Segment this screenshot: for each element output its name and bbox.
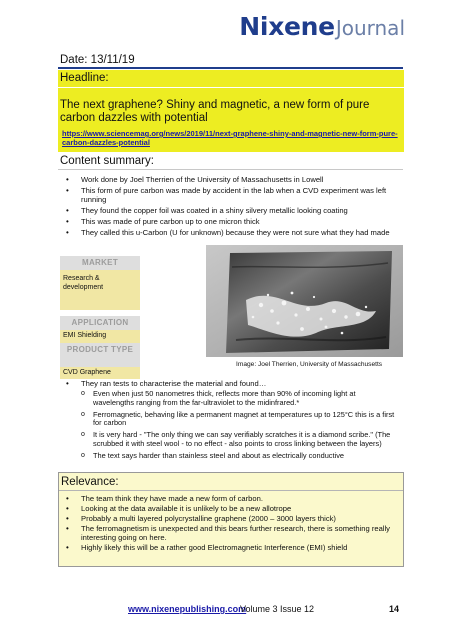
relevance-item: • Probably a multi layered polycrystalline graphene (2000 – 3000 layers thick) (63, 514, 397, 523)
ucarbon-foil-photo (206, 245, 403, 357)
relevance-heading: Relevance: (61, 476, 119, 488)
findings-intro: They ran tests to characterise the material and found… (81, 379, 267, 388)
relevance-box (58, 472, 404, 567)
image-caption: Image: Joel Therrien, University of Massachusetts (236, 361, 383, 368)
findings-sublist (81, 390, 398, 461)
application-value: EMI Shielding (60, 330, 140, 343)
summary-item: • They found the copper foil was coated in a shiny silvery metallic looking coating (63, 206, 393, 215)
relevance-list (63, 494, 397, 553)
summary-item: • This was made of pure carbon up to one micron thick (63, 217, 393, 226)
application-label: APPLICATION (60, 316, 140, 330)
market-value: Research & development (60, 270, 140, 310)
volume-issue: Volume 3 Issue 12 (240, 604, 315, 614)
relevance-item: • Highly likely this will be a rather good Electromagnetic Interference (EMI) shield (63, 543, 397, 552)
headline-box (58, 70, 404, 152)
market-label: MARKET (60, 256, 140, 270)
relevance-divider (59, 490, 403, 491)
logo-nixene: Nixene (239, 12, 335, 41)
findings-subitem: o Ferromagnetic, behaving like a permanent magnet at temperatures up to 125°C this is a first for carbon (81, 411, 398, 429)
findings-subitem: o It is very hard - "The only thing we can say verifiably scratches it is a diamond scribe." (The scrubbed it with steel wool - to no effect - also points to cross linking between the layers) (81, 431, 398, 449)
product-type-label: PRODUCT TYPE (60, 343, 140, 367)
summary-list (63, 175, 393, 239)
headline-source-link[interactable]: https://www.sciencemag.org/news/2019/11/next-graphene-shiny-and-magnetic-new-form-pure-carbon-dazzles-potential (62, 129, 398, 147)
findings-list (63, 379, 398, 464)
summary-item: • They called this u-Carbon (U for unknown) because they were not sure what they had made (63, 228, 393, 237)
summary-item: • This form of pure carbon was made by accident in the lab when a CVD experiment was left running (63, 186, 393, 204)
headline-divider (58, 87, 404, 88)
product-type-value: CVD Graphene (60, 367, 140, 380)
summary-divider (58, 169, 403, 170)
findings-subitem: o Even when just 50 nanometres thick, reflects more than 90% of incoming light at wavelengths ranging from the far-ultraviolet to the midinfrared.* (81, 390, 398, 408)
relevance-item: • The team think they have made a new form of carbon. (63, 494, 397, 503)
article-date: Date: 13/11/19 (60, 54, 135, 66)
relevance-item: • Looking at the data available it is unlikely to be a new allotrope (63, 504, 397, 513)
findings-item (63, 379, 398, 461)
logo-journal: Journal (335, 16, 405, 40)
header-divider (58, 67, 403, 69)
nixene-journal-logo (239, 14, 405, 39)
page-number: 14 (389, 604, 400, 614)
headline-title: The next graphene? Shiny and magnetic, a new form of pure carbon dazzles with potential (60, 99, 370, 124)
classification-tags (60, 256, 140, 379)
headline-label: Headline: (60, 72, 109, 84)
summary-item: • Work done by Joel Therrien of the University of Massachusetts in Lowell (63, 175, 393, 184)
publisher-link[interactable]: www.nixenepublishing.com (128, 604, 247, 614)
relevance-item: • The ferromagnetism is unexpected and this bears further research, there is something really interesting going on here. (63, 524, 397, 542)
summary-heading: Content summary: (60, 155, 154, 167)
findings-subitem: o The text says harder than stainless steel and about as electrically conductive (81, 452, 398, 461)
